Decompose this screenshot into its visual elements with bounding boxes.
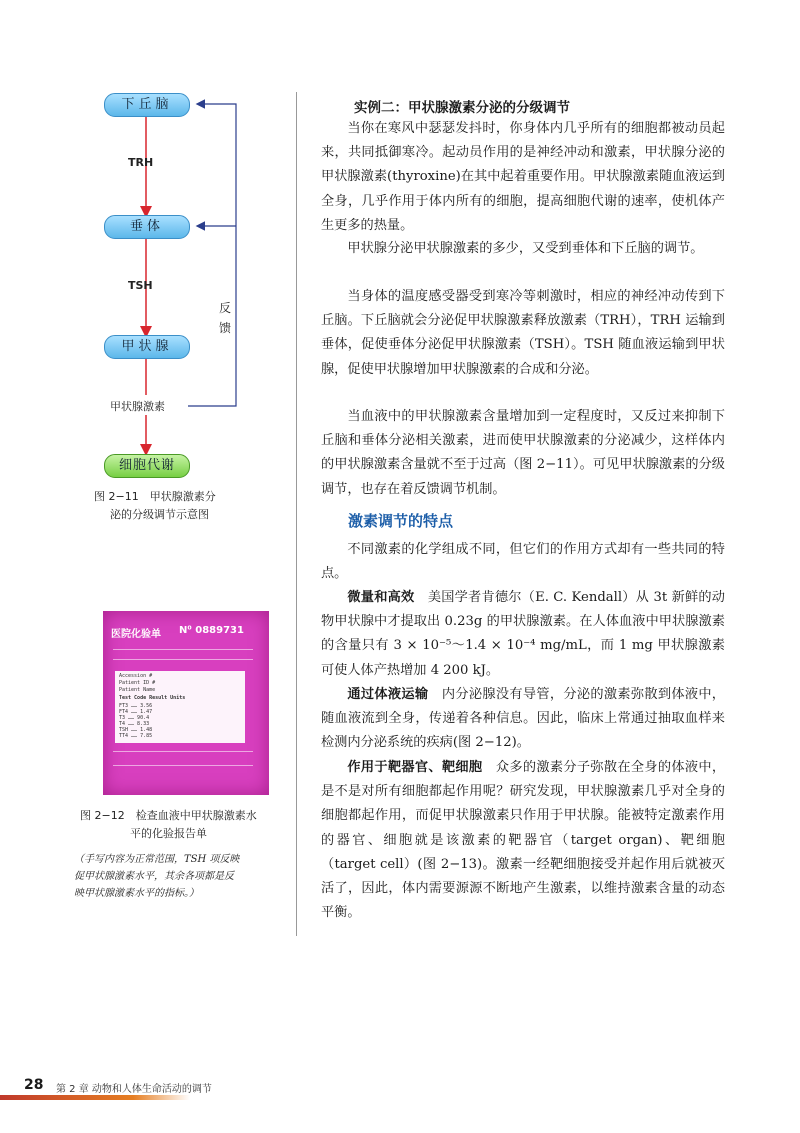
slip-line: FT4 …… 1.47 <box>119 709 153 715</box>
note-line: 促甲状腺激素水平，其余各项都是反 <box>74 871 234 882</box>
node-pituitary: 垂体 <box>104 215 190 239</box>
diagram-arrows <box>0 0 300 500</box>
slip-line: FT3 …… 3.56 <box>119 703 153 709</box>
report-line <box>113 659 253 660</box>
slip-line: Accession # <box>119 673 153 679</box>
paragraph-2: 甲状腺分泌甲状腺激素的多少，又受到垂体和下丘脑的调节。 <box>347 241 704 256</box>
paragraph-8-body: 众多的激素分子弥散在全身的体液中，是不是对所有细胞都起作用呢？研究发现，甲状腺激素几乎对全身的细胞都起作用，而促甲状腺激素只作用于甲状腺。能被特定激素作用的器官、细胞就是该激素的靶器官（target organ)、靶细胞（target cell）(图 2−13)。激素一经靶细胞接受并起作用后就被灭活了，因此，体内需要源源不断地产生激素，以维持激素含量的动态平衡。 <box>321 760 726 921</box>
feedback-char-1: 反 <box>219 301 232 315</box>
paragraph-5: 不同激素的化学组成不同，但它们的作用方式却有一些共同的特点。 <box>321 542 725 582</box>
caption-line: 图 2−12 检查血液中甲状腺激素水 <box>80 809 257 822</box>
feedback-char-2: 馈 <box>219 321 232 335</box>
label-tsh: TSH <box>128 279 153 292</box>
slip-line: T4 …… 8.33 <box>119 721 150 727</box>
paragraph-6-body: 美国学者肯德尔（E. C. Kendall）从 3t 新鲜的动物甲状腺中才提取出 0.23g 的甲状腺激素。在人体血液中甲状腺激素的含量只有 3 × 10⁻⁵～1.4 × 10⁻⁴ mg/mL，而 1 mg 甲状腺激素可使人体产热增加 4 200 kJ。 <box>321 590 725 678</box>
slip-line: Patient ID # <box>119 680 156 686</box>
note-line: 映甲状腺激素水平的指标。） <box>74 888 199 899</box>
report-line <box>113 765 253 766</box>
caption-line: 图 2−11 甲状腺激素分 <box>94 490 216 503</box>
caption-line: 平的化验报告单 <box>130 827 207 840</box>
figure-2-11-caption <box>90 488 280 524</box>
slip-line: T3 …… 90.4 <box>119 715 150 721</box>
paragraph-7 <box>321 683 725 756</box>
figure-2-12-caption <box>80 807 290 843</box>
label-trh: TRH <box>128 156 154 169</box>
keyword-body-fluid-transport: 通过体液运输 <box>347 687 429 702</box>
report-line <box>113 751 253 752</box>
slip-line: TT4 …… 7.85 <box>119 733 153 739</box>
report-slip <box>115 671 245 743</box>
node-cell-metabolism: 细胞代谢 <box>104 454 190 478</box>
note-line: （手写内容为正常范围，TSH 项反映 <box>74 854 240 865</box>
page-number: 28 <box>24 1077 44 1093</box>
feedback-loop-line <box>188 104 236 406</box>
column-divider <box>296 92 297 936</box>
paragraph-4: 当血液中的甲状腺激素含量增加到一定程度时，又反过来抑制下丘脑和垂体分泌相关激素，进而使甲状腺激素的分泌减少，这样体内的甲状腺激素含量就不至于过高（图 2−11）。可见甲状腺激素的分级调节，也存在着反馈调节机制。 <box>321 409 725 497</box>
node-thyroid: 甲状腺 <box>104 335 190 359</box>
report-title: 医院化验单 <box>111 629 161 640</box>
example-2-heading: 实例二：甲状腺激素分泌的分级调节 <box>354 100 570 116</box>
slip-line: Test Code Result Units <box>119 695 186 701</box>
figure-2-12-note <box>74 851 288 902</box>
report-line <box>113 649 253 650</box>
paragraph-1: 当你在寒风中瑟瑟发抖时，你身体内几乎所有的细胞都被动员起来，共同抵御寒冷。起动员作用的是神经冲动和激素，甲状腺分泌的甲状腺激素(thyroxine)在其中起着重要作用。甲状腺激素随血液运到全身，几乎作用于体内所有的细胞，提高细胞代谢的速率，使机体产生更多的热量。 <box>321 121 725 233</box>
keyword-target-organs: 作用于靶器官、靶细胞 <box>347 760 483 775</box>
paragraph-7-body: 内分泌腺没有导管，分泌的激素弥散到体液中，随血液流到全身，传递着各种信息。因此，临床上常通过抽取血样来检测内分泌系统的疾病(图 2−12)。 <box>321 687 725 751</box>
slip-line: Patient Name <box>119 687 156 693</box>
feedback-label <box>219 298 233 338</box>
paragraph-3: 当身体的温度感受器受到寒冷等刺激时，相应的神经冲动传到下丘脑。下丘脑就会分泌促甲状腺激素释放激素（TRH），TRH 运输到垂体，促使垂体分泌促甲状腺激素（TSH）。TSH 随血液运输到甲状腺，促使甲状腺增加甲状腺激素的合成和分泌。 <box>321 289 725 377</box>
keyword-trace-efficient: 微量和高效 <box>347 590 415 605</box>
report-number: N⁰ 0889731 <box>179 625 244 636</box>
section-title: 激素调节的特点 <box>348 512 454 530</box>
paragraph-6 <box>321 586 725 683</box>
caption-line: 泌的分级调节示意图 <box>110 508 209 521</box>
node-hypothalamus: 下丘脑 <box>104 93 190 117</box>
chapter-title: 第 2 章 动物和人体生命活动的调节 <box>56 1084 212 1095</box>
footer-bar <box>0 1095 190 1100</box>
slip-line: TSH …… 1.48 <box>119 727 153 733</box>
label-thyroxine: 甲状腺激素 <box>110 400 165 413</box>
lab-report-image <box>103 611 269 795</box>
paragraph-8 <box>321 756 725 925</box>
